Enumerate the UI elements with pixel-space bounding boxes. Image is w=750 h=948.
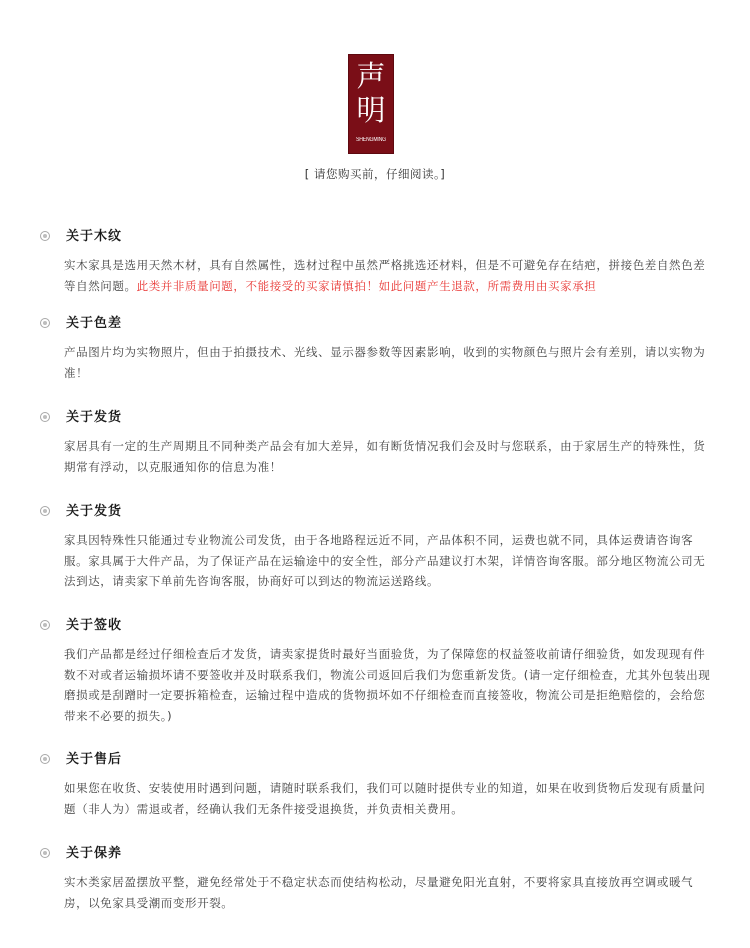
section-text: 我们产品都是经过仔细检查后才发货，请卖家提货时最好当面验货，为了保障您的权益签收前请仔细验货，如发现现有件数不对或者运输损坏请不要签收并及时联系我们，物流公司返回后我们为您重新发货。(请一定仔细检查，尤其外包装出现磨损或是刮蹭时一定要拆箱检查，运输过程中造成的货物损坏如不仔细检查而直接签收，物流公司是拒绝赔偿的，会给您带来不必要的损失。) [64,647,711,723]
read-before-purchase-notice: [ 请您购买前，仔细阅读。] [304,167,446,181]
section-text: 如果您在收货、安装使用时遇到问题，请随时联系我们，我们可以随时提供专业的知道，如果在收到货物后发现有质量问题（非人为）需退或者，经确认我们无条件接受退换货，并负责相关费用。 [64,781,706,816]
section-title: 关于发货 [66,504,123,519]
circle-bullet-icon [40,848,50,858]
section-title: 关于色差 [66,316,123,331]
logo-char-sheng: 声 [356,59,386,93]
circle-bullet-icon [40,506,50,516]
logo-pinyin: SHENGMING [356,137,386,143]
section-title: 关于木纹 [66,229,123,244]
section-text: 家居具有一定的生产周期且不同种类产品会有加大差异，如有断货情况我们会及时与您联系，由于家居生产的特殊性，货期常有浮动，以克服通知你的信息为准！ [64,439,706,474]
section-body [64,530,714,592]
warning-text: 此类并非质量问题，不能接受的买家请慎拍！如此问题产生退款，所需费用由买家承担 [136,278,597,293]
section-body [64,872,714,913]
circle-bullet-icon [40,318,50,328]
section-title: 关于保养 [66,846,123,861]
section-body [64,778,714,819]
section-title: 关于发货 [66,410,123,425]
circle-bullet-icon [40,754,50,764]
section-body [64,255,714,296]
section-text: 产品图片均为实物照片，但由于拍摄技术、光线、显示器参数等因素影响，收到的实物颜色与照片会有差别，请以实物为准！ [64,345,706,380]
section-body [64,644,714,726]
section-text: 实木家具是选用天然木材，具有自然属性，选材过程中虽然严格挑选还材料，但是不可避免存在结疤，拼接色差自然色差等自然问题。 [64,258,706,293]
section-title: 关于签收 [66,618,123,633]
section-text: 实木类家居盈摆放平整，避免经常处于不稳定状态而使结构松动，尽量避免阳光直射，不要将家具直接放再空调或暖气房，以免家具受潮而变形开裂。 [64,875,694,910]
statement-logo [348,54,394,154]
section-text: 家具因特殊性只能通过专业物流公司发货，由于各地路程远近不同，产品体积不同，运费也就不同，具体运费请咨询客服。家具属于大件产品，为了保证产品在运输途中的安全性，部分产品建议打木架，详情咨询客服。部分地区物流公司无法到达，请卖家下单前先咨询客服，协商好可以到达的物流运送路线。 [64,533,706,588]
logo-char-ming: 明 [356,93,386,127]
circle-bullet-icon [40,412,50,422]
circle-bullet-icon [40,620,50,630]
section-body [64,436,714,477]
section-body [64,342,714,383]
circle-bullet-icon [40,231,50,241]
section-title: 关于售后 [66,752,123,767]
